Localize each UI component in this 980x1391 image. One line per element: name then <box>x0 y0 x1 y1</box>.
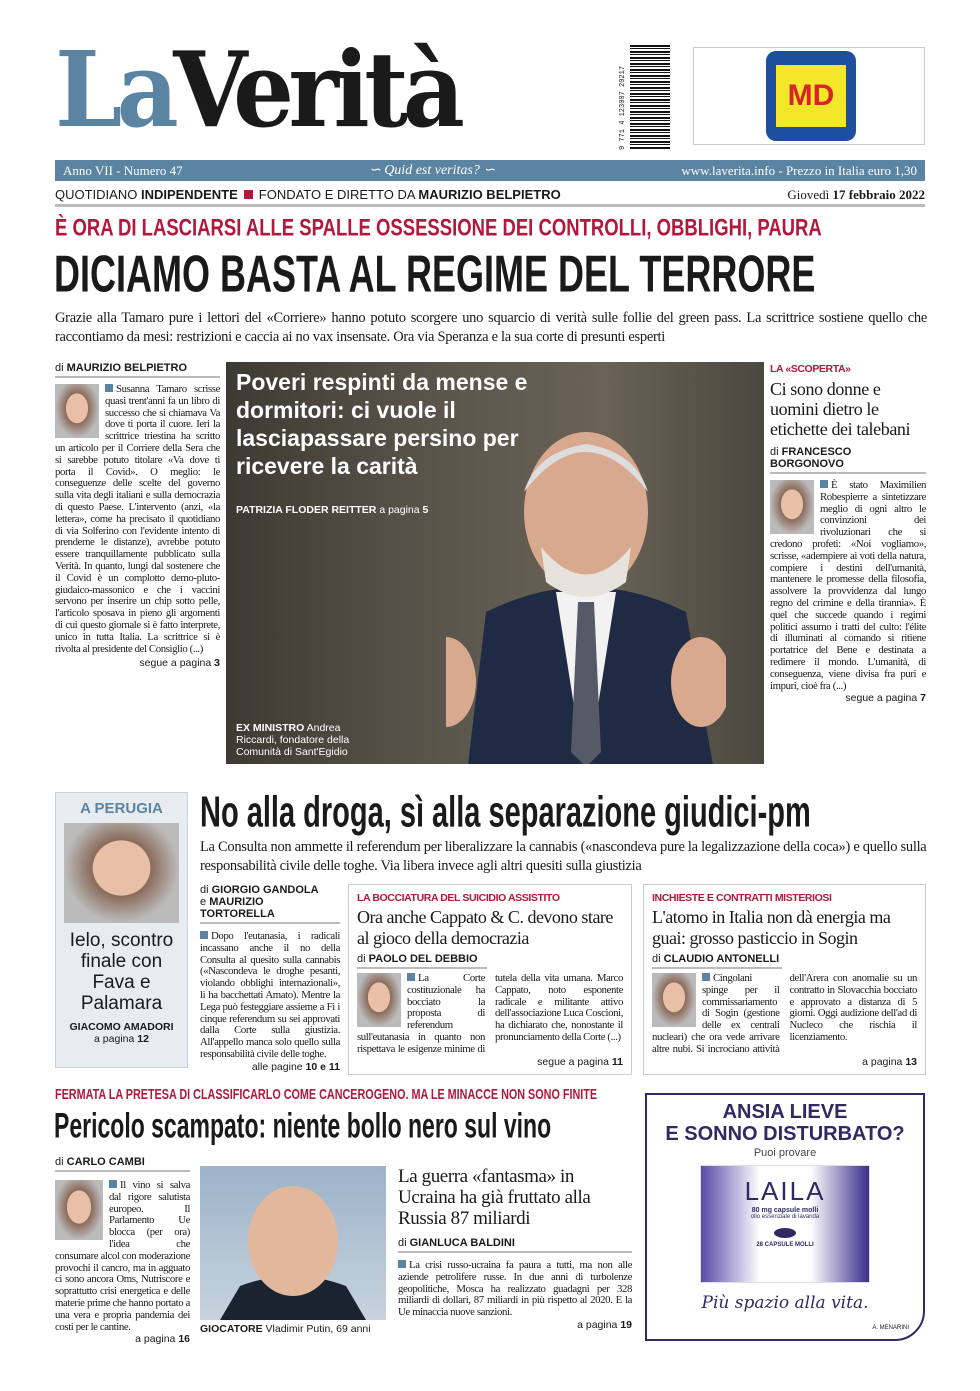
photo-story-headline[interactable]: Poveri respinti da mense e dormitori: ci vuole il lasciapassare persino per ricevere la carità <box>236 369 528 479</box>
sogin-headline[interactable]: L'atomo in Italia non dà energia ma guai: grosso pasticcio in Sogin <box>652 907 891 948</box>
right-headline[interactable]: Ci sono donne e uomini dietro le etichette dei talebani <box>770 379 911 439</box>
cappato-box <box>348 884 632 1075</box>
ad-brand: A. MENARINI <box>872 1325 909 1331</box>
perugia-headline: Ielo, scontro finale con Fava e Palamara <box>69 930 174 1014</box>
tagline: QUOTIDIANO INDIPENDENTE FONDATO E DIRETTO DA MAURIZIO BELPIETRO <box>55 187 561 202</box>
perugia-box[interactable] <box>55 792 188 1068</box>
product-name: LAILA <box>744 1176 826 1206</box>
lead-kicker: È ORA DI LASCIARSI ALLE SPALLE OSSESSIONE DEI CONTROLLI, OBBLIGHI, PAURA <box>55 213 822 241</box>
right-body: È stato Maximilien Robespierre a sintetizzare meglio di ogni altro le convinzioni dei rivoluzionari che si credono profeti: «Noi vogliamo», scrisse, «adempiere ai voti della natura, compiere i destini dell'umanità, mantenere le promesse della filosofia, assolvere la provvidenza dal lungo regno del crimine e della tirannia». È quel che succede quando i regimi politici assumo i tratti del culto: l'élite di illuminati al comando si ritiene portatrice del Bene e destinata a redimere il mondo. L'umanità, di conseguenza, viene divisa fra puri e impuri, cioè fra (...) <box>770 479 926 692</box>
newspaper-logo[interactable]: LaVerità <box>55 28 460 151</box>
square-bullet <box>200 931 208 939</box>
perugia-author: GIACOMO AMADORI <box>69 1021 174 1033</box>
vino-headline[interactable]: Pericolo scampato: niente bollo nero sul vino <box>54 1104 552 1146</box>
continue-link[interactable]: segue a pagina 7 <box>845 692 926 705</box>
issue-date: Giovedì 17 febbraio 2022 <box>787 187 925 202</box>
barcode-number: 9 771 4 123007 20217 <box>619 65 627 150</box>
photo-caption: EX MINISTRO Andrea Riccardi, fondatore della Comunità di Sant'Egidio <box>236 722 350 758</box>
lead-summary: Grazie alla Tamaro pure i lettori del «Corriere» hanno potuto scorgere uno squarcio di verità sulle follie del green pass. La scrittrice sostiene quello che raccontiamo da mesi: restrizioni e caccia ai no vax insensate. Ora via Speranza e la sua corte di presunti esperti <box>55 310 927 345</box>
laila-ad[interactable] <box>645 1093 925 1341</box>
russia-byline: di GIANLUCA BALDINI <box>398 1237 632 1253</box>
square-bullet <box>398 1260 406 1268</box>
product-ingredient: olio essenziale di lavanda <box>750 1214 820 1220</box>
continue-link[interactable]: alle pagine 10 e 11 <box>251 1060 340 1073</box>
right-column <box>770 362 926 704</box>
product-dose: 80 mg capsule molli <box>751 1207 819 1214</box>
right-byline: di FRANCESCO BORGONOVO <box>770 446 926 474</box>
perugia-page: a pagina 12 <box>94 1033 149 1045</box>
vino-body: Il vino si salva dal rigore salutista europeo. Il Parlamento Ue blocca (per ora) l'idea che consumare alcol con moderazione provochi il cancro, ma in agguato ci sono ancora Oms, Nutriscore e soprattutto crisi energetica e delle materie prime che hanno portato a una vera e propria pandemia dei costi per le cantine. <box>55 1179 190 1333</box>
right-kicker: LA «SCOPERTA» <box>770 363 851 375</box>
barcode <box>630 45 670 150</box>
main-photo[interactable] <box>226 362 764 764</box>
vino-kicker: FERMATA LA PRETESA DI CLASSIFICARLO COME CANCEROGENO. MA LE MINACCE NON SONO FINITE <box>55 1086 598 1103</box>
author-photo <box>357 973 401 1027</box>
photo-story-byline: PATRIZIA FLODER REITTER a pagina 5 <box>236 504 429 516</box>
russia-column <box>398 1166 632 1331</box>
second-byline: di GIORGIO GANDOLA e MAURIZIO TORTORELLA <box>200 884 340 924</box>
author-photo <box>770 480 814 534</box>
editorial-body: Susanna Tamaro scrisse quasi trent'anni fa un libro di successo che si chiamava Va dove ti porta il cuore. Ieri la scrittrice triestina ha scritto un articolo per il Corriere della Sera che si sarebbe potuto titolare «Va dove ti porta il Covid». O meglio: le conseguenze delle scelte del governo sulla vita degli italiani e sulla democrazia di questo Paese. L'intervento (anzi, «la lettera», come ha precisato il quotidiano di via Solferino con l'evidente intento di prenderne le distanze), avrebbe potuto essere tranquillamente pubblicato sulla Verità. In quanto, lungi dal sostenere che il Covid è un complotto demo-pluto-giudaico-massonico e che i vaccini servono per inserire un chip sotto pelle, l'articolo sposava in pieno gli argomenti di cui questo giornale si è fatto interprete, unico in tutta Italia. La scrittrice si è rivolta al presidente del Consiglio (...) <box>55 383 220 655</box>
edition-number: Anno VII - Numero 47 <box>63 162 183 178</box>
person-illustration <box>200 1166 386 1320</box>
putin-caption: GIOCATORE Vladimir Putin, 69 anni <box>200 1323 371 1335</box>
motto: ∽ Quid est veritas? ∽ <box>368 163 496 178</box>
russia-body: La crisi russo-ucraina fa paura a tutti, ma non alle aziende petrolifere russe. In due anni di turbolenze geopolitiche, Mosca ha realizzato guadagni per 328 miliardi di dollari, 87 miliardi in più rispetto al 2020. E la Ue minaccia nuove sanzioni. <box>398 1259 632 1319</box>
square-bullet <box>702 973 710 981</box>
second-body: Dopo l'eutanasia, i radicali incassano anche il no della Consulta al quesito sulla cannabis («Nascondeva le droghe pesanti, violando obblighi internazionali», li ha bacchettati Amato). Mentre la Lega può festeggiare assieme a Fi i cinque referendum su sei approvati dalla Corte sulla giustizia. All'appello manca solo quello sulla responsabilità civile delle toghe. <box>200 930 340 1060</box>
square-bullet <box>407 973 415 981</box>
second-column <box>200 884 340 1073</box>
sogin-kicker: INCHIESTE E CONTRATTI MISTERIOSI <box>652 892 832 904</box>
sogin-box <box>643 884 926 1075</box>
continue-link[interactable]: segue a pagina 3 <box>139 657 220 670</box>
continue-link[interactable]: a pagina 13 <box>862 1055 917 1068</box>
sponsor-ad[interactable] <box>693 47 925 145</box>
sogin-byline: di CLAUDIO ANTONELLI <box>652 953 782 969</box>
russia-headline[interactable]: La guerra «fantasma» in Ucraina ha già fruttato alla Russia 87 miliardi <box>398 1166 591 1229</box>
editorial-byline: di MAURIZIO BELPIETRO <box>55 362 220 378</box>
ad-headline: ANSIA LIEVE E SONNO DISTURBATO? <box>665 1101 905 1145</box>
author-photo <box>55 384 99 438</box>
second-headline[interactable]: No alla droga, sì alla separazione giudici-pm <box>200 789 811 837</box>
perugia-photo <box>64 823 179 923</box>
sogin-body: Cingolani spinge per il commissariamento di Sogin (gestione delle ex centrali nucleari) che ora vede arrivare altre nubi. Si incrociano attività dell'Arera con anomalie su un contratto in Slovacchia bocciato e approvato a distanza di 5 giorni. Oggi audizione dell'ad di Nucleco che rischia il licenziamento. <box>652 972 917 1055</box>
cappato-byline: di PAOLO DEL DEBBIO <box>357 953 487 969</box>
product-count: 28 CAPSULE MOLLI <box>756 1242 814 1248</box>
md-logo: MD <box>766 51 856 141</box>
putin-photo[interactable] <box>200 1166 386 1320</box>
cappato-body: La Corte costituzionale ha bocciato la proposta di referendum sull'eutanasia in quanto non rispettava le esigenze minime di tutela della vita umana. Marco Cappato, noto esponente radicale e militante attivo dell'associazione Luca Coscioni, ha dichiarato che, nonostante il pronunciamento della Corte (...) <box>357 972 623 1055</box>
square-bullet <box>244 190 253 199</box>
vino-column <box>55 1156 190 1345</box>
vino-byline: di CARLO CAMBI <box>55 1156 190 1172</box>
ad-slogan: Più spazio alla vita. <box>701 1293 869 1313</box>
cappato-headline[interactable]: Ora anche Cappato & C. devono stare al gioco della democrazia <box>357 907 613 948</box>
author-photo <box>652 973 696 1027</box>
editorial-column <box>55 362 220 669</box>
square-bullet <box>109 1180 117 1188</box>
capsule-icon <box>774 1228 796 1238</box>
square-bullet <box>820 480 828 488</box>
edition-bar <box>55 160 925 181</box>
square-bullet <box>105 384 113 392</box>
tagline-row <box>55 187 925 207</box>
cappato-kicker: LA BOCCIATURA DEL SUICIDIO ASSISTITO <box>357 892 560 904</box>
product-box <box>700 1165 870 1283</box>
perugia-kicker: A PERUGIA <box>80 800 163 817</box>
ad-lead: Puoi provare <box>753 1147 817 1159</box>
lead-headline[interactable]: DICIAMO BASTA AL REGIME DEL TERRORE <box>54 243 816 304</box>
author-photo <box>55 1180 103 1240</box>
continue-link[interactable]: a pagina 19 <box>577 1318 632 1331</box>
second-summary: La Consulta non ammette il referendum per liberalizzare la cannabis («nascondeva pure la legalizzazione della coca») e quello sulla responsabilità civile delle toghe. Via libera invece agli altri quesiti sulla giustizia <box>200 839 927 874</box>
continue-link[interactable]: a pagina 16 <box>135 1333 190 1346</box>
continue-link[interactable]: segue a pagina 11 <box>537 1055 623 1068</box>
site-price[interactable]: www.laverita.info - Prezzo in Italia euro 1,30 <box>681 162 917 178</box>
